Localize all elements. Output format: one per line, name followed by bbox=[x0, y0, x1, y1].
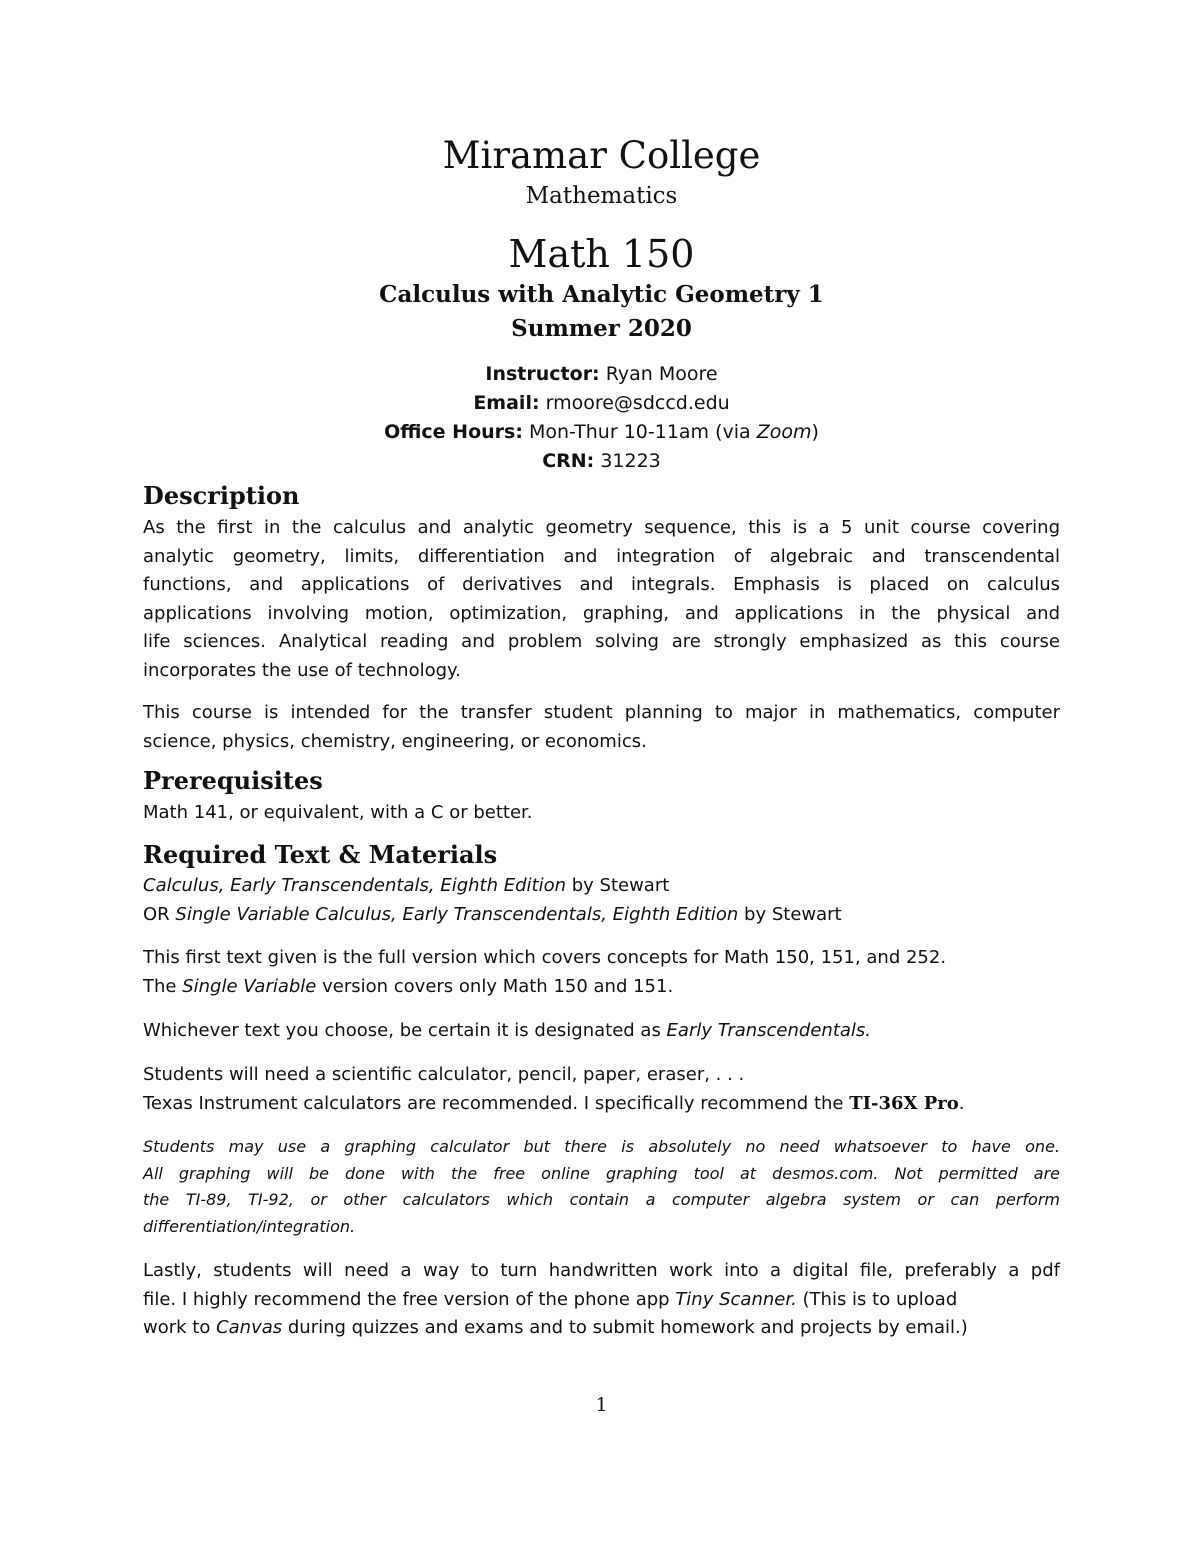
instructor-row bbox=[143, 360, 1060, 389]
office-hours-label: Office Hours: bbox=[384, 421, 523, 443]
course-number: Math 150 bbox=[508, 232, 695, 276]
crn-row bbox=[143, 447, 1060, 476]
supplies-text: Texas Instrument calculators are recommended. I specifically recommend the bbox=[143, 1092, 850, 1114]
description-line: As the first in the calculus and analytic geometry sequence, this is a 5 unit course covering bbox=[143, 517, 1060, 538]
supplies-line bbox=[143, 1090, 1060, 1119]
description-line: functions, and applications of derivatives and integrals. Emphasis is placed on calculus bbox=[143, 574, 1060, 595]
note-line: Students may use a graphing calculator but there is absolutely no need whatsoever to have one. bbox=[143, 1137, 1060, 1156]
versions-line: This first text given is the full version which covers concepts for Math 150, 151, and 252. bbox=[143, 947, 947, 968]
supplies-text: . bbox=[958, 1092, 965, 1114]
prerequisites-heading: Prerequisites bbox=[143, 766, 323, 795]
scanner-line bbox=[143, 1314, 1060, 1343]
textbook-author: by Stewart bbox=[738, 903, 842, 925]
crn-label: CRN: bbox=[542, 450, 595, 472]
textbook-title: Single Variable Calculus, Early Transcendentals, Eighth Edition bbox=[175, 903, 739, 925]
document-page bbox=[143, 0, 1060, 1553]
note-line: the TI-89, TI-92, or other calculators which contain a computer algebra system or can perform bbox=[143, 1190, 1060, 1209]
textbook-author: by Stewart bbox=[566, 875, 670, 896]
versions-emphasis: Single Variable bbox=[182, 975, 317, 997]
supplies-line: Students will need a scientific calculator, pencil, paper, eraser, . . . bbox=[143, 1064, 745, 1085]
page-number: 1 bbox=[595, 1394, 608, 1416]
calculator-model: TI-36X Pro bbox=[849, 1092, 959, 1114]
choice-emphasis: Early Transcendentals. bbox=[666, 1020, 872, 1041]
choice-line bbox=[143, 1017, 1060, 1046]
scanner-app-name: Tiny Scanner. bbox=[675, 1288, 797, 1310]
office-hours-platform: Zoom bbox=[756, 421, 812, 443]
description-heading: Description bbox=[143, 481, 300, 510]
instructor-name: Ryan Moore bbox=[605, 363, 718, 385]
textbook-list bbox=[143, 872, 1060, 929]
description-line: analytic geometry, limits, differentiation and integration of algebraic and transcendental bbox=[143, 545, 1060, 567]
scanner-line bbox=[143, 1286, 1060, 1315]
description-line: This course is intended for the transfer student planning to major in mathematics, computer bbox=[143, 702, 1060, 723]
email-label: Email: bbox=[473, 392, 540, 414]
course-info bbox=[143, 360, 1060, 476]
department-name: Mathematics bbox=[525, 183, 678, 209]
textbook-title: Calculus, Early Transcendentals, Eighth Edition bbox=[143, 875, 566, 896]
versions-text: version covers only Math 150 and 151. bbox=[316, 975, 674, 997]
office-hours-close: ) bbox=[811, 421, 819, 443]
email-row bbox=[143, 389, 1060, 418]
textbook-versions bbox=[143, 944, 1060, 1001]
office-hours-text: Mon-Thur 10-11am (via bbox=[528, 421, 757, 443]
description-paragraph-1 bbox=[143, 514, 1060, 685]
versions-line bbox=[143, 973, 1060, 1002]
note-line: All graphing will be done with the free online graphing tool at desmos.com. Not permitted are bbox=[143, 1163, 1060, 1183]
email-address[interactable]: rmoore@sdccd.edu bbox=[545, 392, 730, 414]
office-hours-value bbox=[529, 421, 819, 443]
canvas-name: Canvas bbox=[216, 1317, 283, 1338]
description-line: applications involving motion, optimization, graphing, and applications in the physical and bbox=[143, 602, 1060, 624]
scanner-text: (This is to upload bbox=[796, 1288, 958, 1310]
textbook-option-1 bbox=[143, 872, 1060, 901]
prerequisites-text bbox=[143, 799, 1060, 828]
description-line: incorporates the use of technology. bbox=[143, 659, 461, 681]
prerequisites-line: Math 141, or equivalent, with a C or better. bbox=[143, 802, 533, 823]
scanner-line: Lastly, students will need a way to turn handwritten work into a digital file, preferably a pdf bbox=[143, 1260, 1060, 1281]
materials-heading: Required Text & Materials bbox=[143, 840, 498, 869]
description-line: life sciences. Analytical reading and problem solving are strongly emphasized as this course bbox=[143, 631, 1060, 652]
textbook-or: OR bbox=[143, 903, 176, 925]
note-line: differentiation/integration. bbox=[143, 1216, 356, 1236]
textbook-choice bbox=[143, 1017, 1060, 1046]
scanner-text: work to bbox=[143, 1317, 217, 1338]
college-name: Miramar College bbox=[442, 134, 761, 177]
scanner-text: file. I highly recommend the free version of the phone app bbox=[143, 1288, 676, 1310]
scanner-text: during quizzes and exams and to submit homework and projects by email.) bbox=[282, 1317, 968, 1338]
versions-text: The bbox=[143, 975, 183, 997]
calculator-note bbox=[143, 1134, 1060, 1240]
choice-text: Whichever text you choose, be certain it is designated as bbox=[143, 1020, 667, 1041]
description-paragraph-2 bbox=[143, 699, 1060, 756]
course-term: Summer 2020 bbox=[511, 315, 692, 342]
textbook-option-2 bbox=[143, 901, 1060, 930]
supplies-paragraph bbox=[143, 1061, 1060, 1118]
course-title: Calculus with Analytic Geometry 1 bbox=[379, 281, 824, 308]
instructor-label: Instructor: bbox=[485, 363, 600, 385]
description-line: science, physics, chemistry, engineering, or economics. bbox=[143, 730, 647, 752]
office-hours-row bbox=[143, 418, 1060, 447]
crn-value: 31223 bbox=[600, 450, 661, 472]
scanner-paragraph bbox=[143, 1257, 1060, 1343]
